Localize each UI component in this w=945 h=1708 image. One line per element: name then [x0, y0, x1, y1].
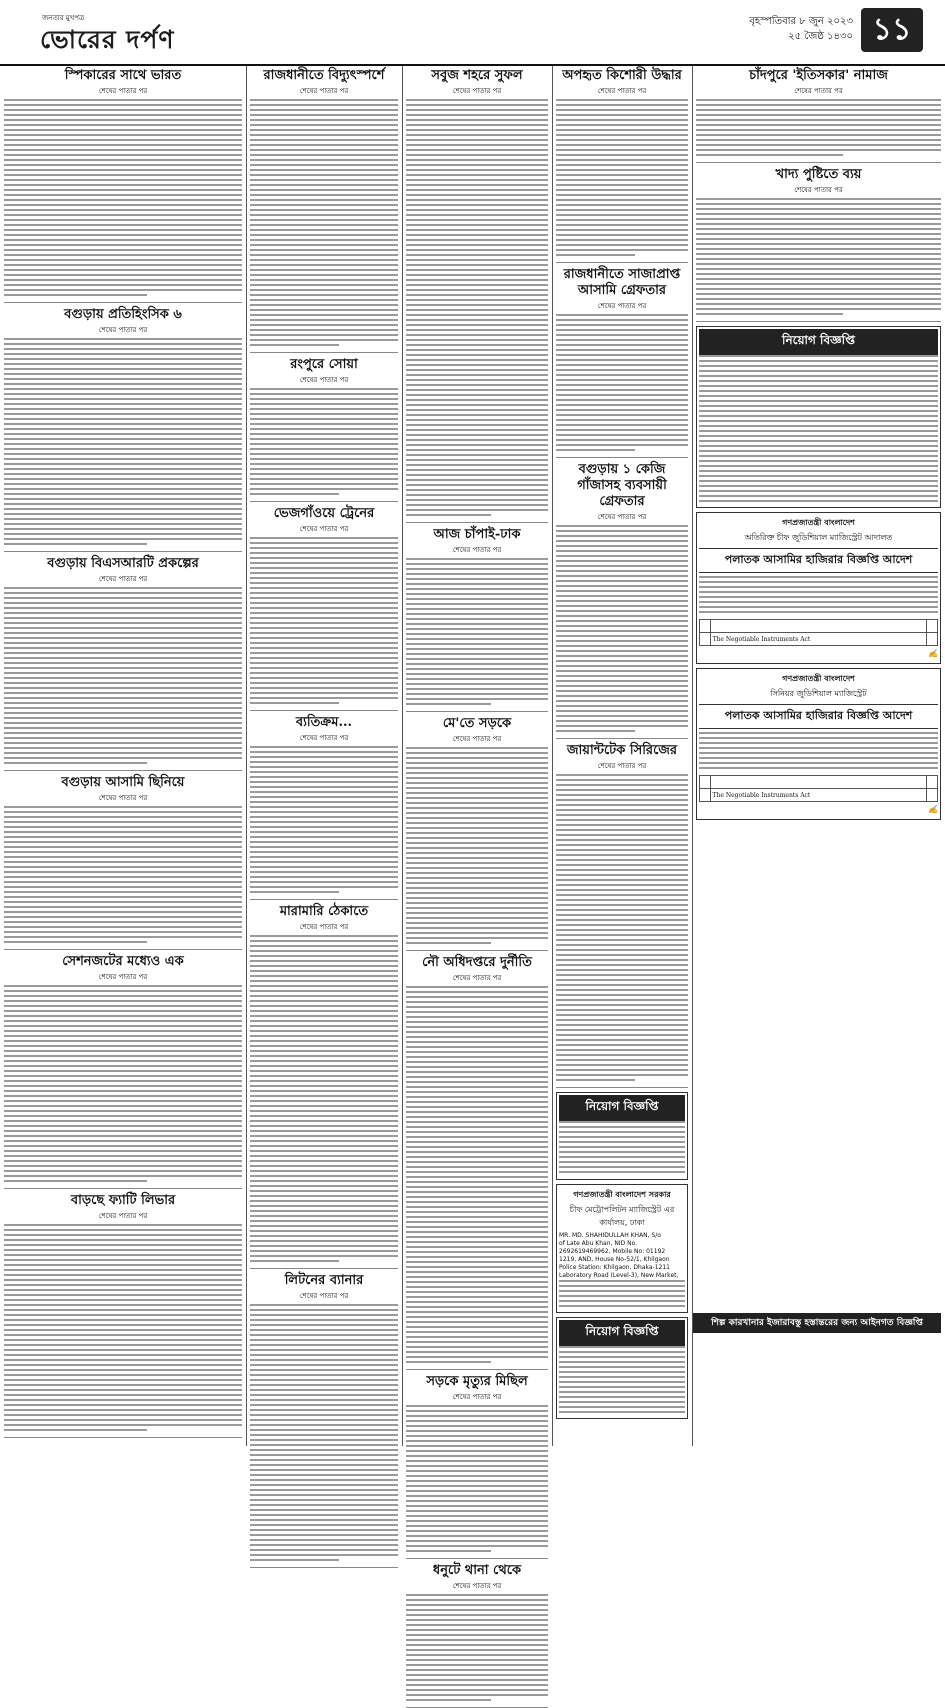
- article-body: [4, 587, 242, 764]
- article: [4, 954, 242, 1189]
- english-line: Laboratory Road (Level-3), New Market,: [559, 1272, 679, 1279]
- court-notice-1-title: পলাতক আসামির হাজিরার বিজ্ঞপ্তি আদেশ: [699, 548, 938, 573]
- column-3: [406, 66, 548, 1590]
- court-notice-2-head: গণপ্রজাতন্ত্রী বাংলাদেশ: [782, 673, 855, 683]
- job-ad-title: নিয়োগ বিজ্ঞপ্তি: [559, 1095, 685, 1121]
- court-notice-1-head: গণপ্রজাতন্ত্রী বাংলাদেশ: [782, 517, 855, 527]
- article: [406, 1563, 548, 1708]
- govt-notice-title: গণপ্রজাতন্ত্রী বাংলাদেশ সরকার: [573, 1189, 671, 1199]
- article-body: [556, 99, 688, 256]
- article-headline: নৌ অধিদপ্তরে দুর্নীতি: [422, 955, 532, 970]
- article-body: [250, 1304, 398, 1561]
- continued-label: শেষের পাতার পর: [452, 546, 502, 554]
- article-body: [406, 558, 548, 705]
- continued-label: শেষের পাতার পর: [98, 326, 148, 334]
- job-ad-main: [696, 326, 941, 508]
- article-headline: রাজধানীতে বিদ্যুৎস্পর্শে: [263, 68, 385, 83]
- article: [250, 1273, 398, 1568]
- article: [556, 68, 688, 263]
- job-ad-text: [559, 1121, 685, 1177]
- continued-label: শেষের পাতার পর: [299, 87, 349, 95]
- signature: ✍: [928, 805, 938, 814]
- article: [406, 1374, 548, 1559]
- article-headline: মারামারি ঠেকাতে: [279, 904, 369, 919]
- job-ad-2-title: নিয়োগ বিজ্ঞপ্তি: [559, 1320, 685, 1346]
- article: [406, 955, 548, 1370]
- continued-label: শেষের পাতার পর: [98, 575, 148, 583]
- article-headline: সড়কে মৃত্যুর মিছিল: [426, 1374, 528, 1389]
- article: [556, 462, 688, 739]
- article: [4, 307, 242, 552]
- english-line: MR. MD. SHAHIDULLAH KHAN, S/o: [559, 1232, 661, 1239]
- continued-label: শেষের পাতার পর: [98, 1212, 148, 1220]
- continued-label: শেষের পাতার পর: [597, 513, 647, 521]
- govt-notice: [556, 1184, 688, 1313]
- article-headline: সবুজ শহরে সুফল: [431, 68, 523, 83]
- continued-label: শেষের পাতার পর: [299, 734, 349, 742]
- column-5: [696, 66, 941, 1311]
- article-headline: খাদ্য পুষ্টিতে ব্যয়: [775, 167, 862, 182]
- article-body: [250, 99, 398, 346]
- article-body: [406, 99, 548, 516]
- article-body: [4, 985, 242, 1182]
- article: [250, 506, 398, 711]
- continued-label: শেষের পাতার পর: [299, 376, 349, 384]
- continued-label: শেষের পাতার পর: [98, 87, 148, 95]
- article-headline: বগুড়ায় আসামি ছিনিয়ে: [61, 775, 185, 790]
- article: [4, 556, 242, 771]
- continued-label: শেষের পাতার পর: [794, 186, 843, 194]
- masthead: [0, 0, 945, 66]
- column-divider: [692, 66, 693, 1446]
- article-headline: বগুড়ায় প্রতিহিংসিক ৬: [64, 307, 182, 322]
- article-body: [696, 99, 941, 156]
- govt-notice-text: [559, 1280, 685, 1310]
- english-line: 1219, AND, House No-52/1, Khilgaon: [559, 1256, 670, 1263]
- article-headline: সেশনজটের মধ্যেও এক: [62, 954, 184, 969]
- article: [250, 904, 398, 1269]
- article-body: [556, 314, 688, 451]
- continued-label: শেষের পাতার পর: [452, 974, 502, 982]
- article-headline: অপহৃত কিশোরী উদ্ধার: [562, 68, 682, 83]
- court-notice-2-court: সিনিয়র জুডিশিয়াল ম্যাজিস্ট্রেট: [770, 689, 867, 698]
- court-notice-1: [696, 512, 941, 664]
- newspaper-logo: ভোরের দর্পণ: [40, 25, 175, 54]
- column-divider: [402, 66, 403, 1446]
- date-gregorian: বৃহস্পতিবার ৮ জুন ২০২৩: [749, 16, 853, 27]
- article-body: [250, 537, 398, 704]
- job-ad-2-text: [559, 1346, 685, 1416]
- column-2: [250, 66, 398, 1446]
- article: [406, 68, 548, 523]
- continued-label: শেষের পাতার পর: [794, 87, 843, 95]
- article: [556, 267, 688, 458]
- article: [250, 715, 398, 900]
- court-notice-2-title: পলাতক আসামির হাজিরার বিজ্ঞপ্তি আদেশ: [699, 704, 938, 729]
- govt-notice-office: চীফ মেট্রোপলিটন ম্যাজিস্ট্রেট এর কার্যালয়, ঢাকা: [569, 1205, 675, 1227]
- article: [250, 357, 398, 502]
- english-line: of Late Abu Khan, NID No.: [559, 1240, 638, 1247]
- court-notice-1-court: অতিরিক্ত চীফ জুডিশিয়াল ম্যাজিস্ট্রেট আদালত: [744, 533, 893, 542]
- article-body: [556, 774, 688, 1081]
- article: [556, 743, 688, 1088]
- page-number: ১১: [861, 8, 923, 52]
- article-body: [696, 198, 941, 315]
- article: [696, 68, 941, 163]
- continued-label: শেষের পাতার পর: [452, 87, 502, 95]
- article: [4, 68, 242, 303]
- continued-label: শেষের পাতার পর: [452, 1393, 502, 1401]
- article-headline: চাঁদপুরে 'ইতিসকার' নামাজ: [749, 68, 888, 83]
- court-notice-2-act: The Negotiable Instruments Act: [710, 789, 927, 802]
- article-headline: আজ চাঁপাই-ঢাক: [433, 527, 521, 542]
- column-divider: [552, 66, 553, 1446]
- signature: ✍: [928, 649, 938, 658]
- article-headline: রংপুরে সোয়া: [290, 357, 358, 372]
- court-notice-2-text: [699, 732, 938, 772]
- column-1: [4, 66, 242, 1446]
- article-body: [250, 388, 398, 495]
- article-body: [556, 525, 688, 732]
- article-headline: মে'তে সড়কে: [442, 716, 512, 731]
- article-headline: ব্যতিক্রম...: [295, 715, 353, 730]
- issue-date: [749, 14, 853, 44]
- govt-notice-english: [559, 1232, 685, 1280]
- article: [696, 167, 941, 322]
- court-notice-2: [696, 668, 941, 820]
- continued-label: শেষের পাতার পর: [597, 87, 647, 95]
- article-headline: বাড়ছে ফ্যাটি লিভার: [70, 1193, 176, 1208]
- date-bengali: ২৫ জৈষ্ঠ ১৪৩০: [788, 31, 853, 42]
- continued-label: শেষের পাতার পর: [597, 762, 647, 770]
- court-notice-1-table: [699, 619, 938, 646]
- legal-notice-banner: শিল্প কারখানার ইজারাবস্তু হস্তান্তরের জন্য আইনগত বিজ্ঞপ্তি: [693, 1313, 941, 1333]
- article: [4, 775, 242, 950]
- continued-label: শেষের পাতার পর: [452, 735, 502, 743]
- court-notice-1-text: [699, 576, 938, 616]
- continued-label: শেষের পাতার পর: [299, 525, 349, 533]
- column-divider: [246, 66, 247, 1446]
- job-ad-2: [556, 1317, 688, 1419]
- column-4: [556, 66, 688, 1446]
- article-headline: স্পিকারের সাথে ভারত: [64, 68, 182, 83]
- article: [406, 527, 548, 712]
- continued-label: শেষের পাতার পর: [98, 794, 148, 802]
- article-body: [250, 935, 398, 1262]
- job-ad-main-title: নিয়োগ বিজ্ঞপ্তি: [699, 329, 938, 355]
- article-headline: রাজধানীতে সাজাপ্রাপ্ত আসামি গ্রেফতার: [563, 267, 681, 298]
- continued-label: শেষের পাতার পর: [597, 302, 647, 310]
- court-notice-2-table: [699, 775, 938, 802]
- article-body: [4, 99, 242, 296]
- article-body: [406, 1405, 548, 1552]
- court-notice-1-act: The Negotiable Instruments Act: [710, 633, 927, 646]
- article-headline: বগুড়ায় ১ কেজি গাঁজাসহ ব্যবসায়ী গ্রেফতার: [577, 462, 667, 509]
- article-body: [406, 986, 548, 1363]
- job-ad: [556, 1092, 688, 1180]
- article-body: [4, 338, 242, 545]
- article: [250, 68, 398, 353]
- continued-label: শেষের পাতার পর: [299, 1292, 349, 1300]
- continued-label: শেষের পাতার পর: [98, 973, 148, 981]
- article: [4, 1193, 242, 1438]
- article-headline: ধনুটে থানা থেকে: [432, 1563, 522, 1578]
- continued-label: শেষের পাতার পর: [452, 1582, 502, 1590]
- job-ad-main-text: [699, 355, 938, 505]
- logo-tagline: জনতার মুখপত্র: [42, 14, 85, 22]
- article-body: [406, 747, 548, 944]
- article-headline: জায়ান্টটেক সিরিজের: [566, 743, 678, 758]
- article-body: [4, 1224, 242, 1431]
- article-headline: বগুড়ায় বিএসআরটি প্রকল্পের: [47, 556, 199, 571]
- article-headline: লিটনের ব্যানার: [284, 1273, 364, 1288]
- article-body: [406, 1594, 548, 1701]
- article-body: [250, 746, 398, 893]
- article-body: [4, 806, 242, 943]
- english-line: 2692619469962, Mobile No: 01192: [559, 1248, 666, 1255]
- article-headline: ভেজগাঁওয়ে ট্রেনের: [273, 506, 375, 521]
- english-line: Police Station: Khilgaon, Dhaka-1211: [559, 1264, 670, 1271]
- continued-label: শেষের পাতার পর: [299, 923, 349, 931]
- article: [406, 716, 548, 951]
